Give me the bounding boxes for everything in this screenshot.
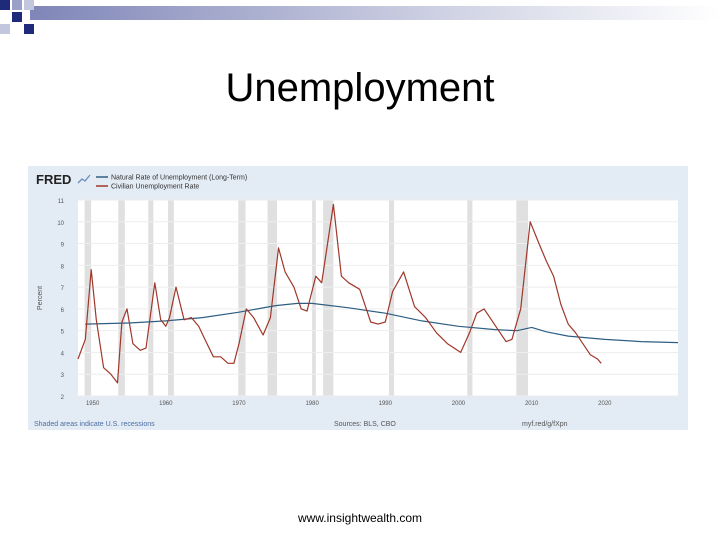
legend-label: Civilian Unemployment Rate	[111, 183, 200, 191]
recession-band	[168, 200, 174, 396]
decoration-square	[24, 24, 34, 34]
recession-band	[312, 200, 316, 396]
slide-title: Unemployment	[225, 66, 495, 110]
y-tick-label: 2	[60, 395, 64, 401]
y-tick-label: 11	[57, 199, 64, 205]
x-tick-label: 1960	[159, 401, 173, 407]
y-tick-label: 7	[60, 286, 64, 293]
x-tick-label: 2020	[598, 401, 612, 407]
recession-band	[85, 200, 92, 396]
decoration-square	[12, 0, 22, 10]
decoration-square	[12, 12, 22, 22]
title-decoration	[0, 0, 720, 52]
recession-band	[323, 200, 333, 396]
chart-footer-sources: Sources: BLS, CBO	[334, 421, 396, 428]
line-chart-icon	[78, 175, 90, 183]
chart-footer-link: myf.red/g/fXpn	[522, 421, 568, 428]
recession-band	[467, 200, 472, 396]
y-tick-label: 5	[60, 329, 64, 336]
y-tick-label: 9	[60, 242, 64, 249]
decoration-square	[0, 0, 10, 10]
x-tick-label: 1990	[378, 401, 392, 407]
decoration-square	[24, 0, 34, 10]
y-axis-label: Percent	[37, 285, 44, 311]
footer-url: www.insightwealth.com	[297, 511, 423, 525]
y-tick-label: 10	[57, 220, 64, 227]
x-tick-label: 2010	[524, 401, 539, 407]
decoration-square	[0, 24, 10, 34]
y-tick-label: 8	[60, 264, 64, 271]
x-tick-label: 2000	[451, 401, 466, 407]
fred-logo: FRED	[36, 172, 72, 187]
chart-svg	[28, 166, 688, 430]
legend-label: Natural Rate of Unemployment (Long-Term)	[111, 174, 248, 182]
y-tick-label: 4	[60, 351, 64, 358]
recession-band	[238, 200, 245, 396]
x-tick-label: 1980	[305, 401, 319, 407]
x-tick-label: 1950	[85, 401, 100, 407]
y-tick-label: 6	[60, 307, 64, 314]
decoration-bar	[30, 6, 720, 20]
fred-chart	[28, 166, 688, 430]
chart-footer-note: Shaded areas indicate U.S. recessions	[34, 421, 155, 428]
y-tick-label: 3	[60, 373, 64, 380]
x-tick-label: 1970	[232, 401, 246, 407]
